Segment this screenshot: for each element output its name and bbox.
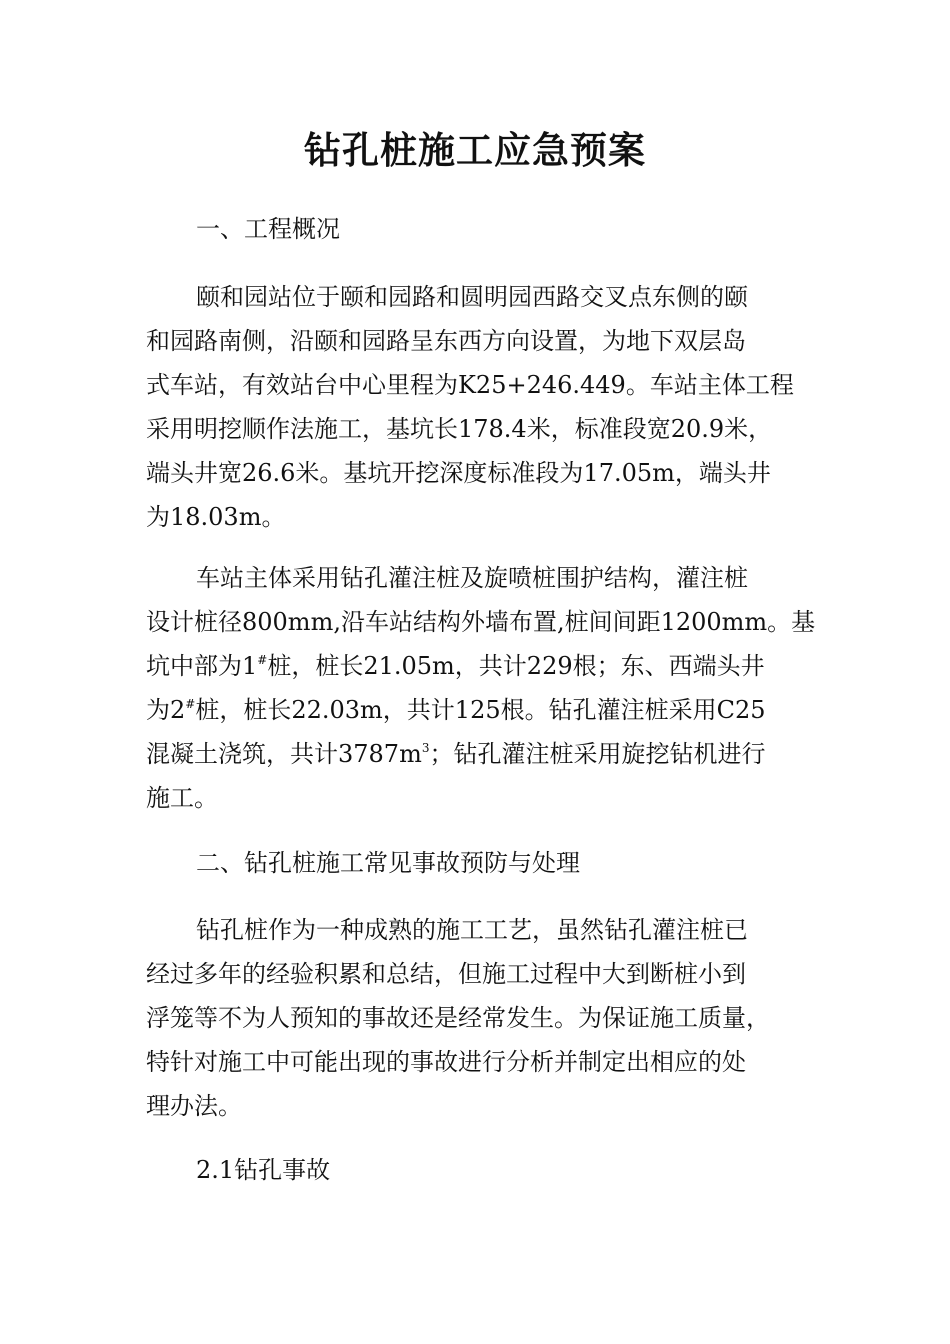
paragraph-line: 理办法。 <box>146 1092 242 1120</box>
text-run: 桩，桩长21.05m，共计229根；东、西端头井 <box>267 652 765 680</box>
paragraph-line: 钻孔桩作为一种成熟的施工工艺，虽然钻孔灌注桩已 <box>196 916 748 944</box>
paragraph-line: 设计桩径800mm,沿车站结构外墙布置,桩间间距1200mm。基 <box>146 608 816 636</box>
paragraph-line: 特针对施工中可能出现的事故进行分析并制定出相应的处 <box>146 1048 746 1076</box>
paragraph-line: 为18.03m。 <box>146 503 286 531</box>
paragraph-line <box>146 644 811 688</box>
superscript: # <box>185 697 196 711</box>
section-heading-overview: 一、工程概况 <box>196 215 340 243</box>
paragraph-pile-structure <box>146 556 816 820</box>
section-heading-accidents: 二、钻孔桩施工常见事故预防与处理 <box>196 849 580 877</box>
paragraph-line: 采用明挖顺作法施工，基坑长178.4米，标准段宽20.9米， <box>146 415 773 443</box>
paragraph-line: 和园路南侧，沿颐和园路呈东西方向设置，为地下双层岛 <box>146 327 746 355</box>
superscript: # <box>257 653 268 667</box>
text-run: 桩，桩长22.03m，共计125根。钻孔灌注桩采用C25 <box>195 696 766 724</box>
document-title: 钻孔桩施工应急预案 <box>304 128 646 172</box>
paragraph-line <box>146 688 811 732</box>
paragraph-line: 经过多年的经验积累和总结，但施工过程中大到断桩小到 <box>146 960 746 988</box>
paragraph-accident-intro <box>146 908 811 1128</box>
subsection-heading-drilling: 2.1钻孔事故 <box>196 1156 331 1184</box>
paragraph-line: 车站主体采用钻孔灌注桩及旋喷桩围护结构，灌注桩 <box>196 564 748 592</box>
paragraph-project-overview <box>146 275 811 539</box>
paragraph-line: 端头井宽26.6米。基坑开挖深度标准段为17.05m，端头井 <box>146 459 771 487</box>
paragraph-line: 式车站，有效站台中心里程为K25+246.449。车站主体工程 <box>146 371 794 399</box>
text-run: 坑中部为1 <box>146 652 258 680</box>
superscript: 3 <box>421 741 430 755</box>
paragraph-line <box>146 732 811 776</box>
paragraph-line: 浮笼等不为人预知的事故还是经常发生。为保证施工质量， <box>146 1004 770 1032</box>
paragraph-line: 施工。 <box>146 784 218 812</box>
text-run: 为2 <box>146 696 186 724</box>
text-run: 混凝土浇筑，共计3787m <box>146 740 422 768</box>
text-run: ；钻孔灌注桩采用旋挖钻机进行 <box>429 740 766 768</box>
paragraph-line: 颐和园站位于颐和园路和圆明园西路交叉点东侧的颐 <box>196 283 748 311</box>
